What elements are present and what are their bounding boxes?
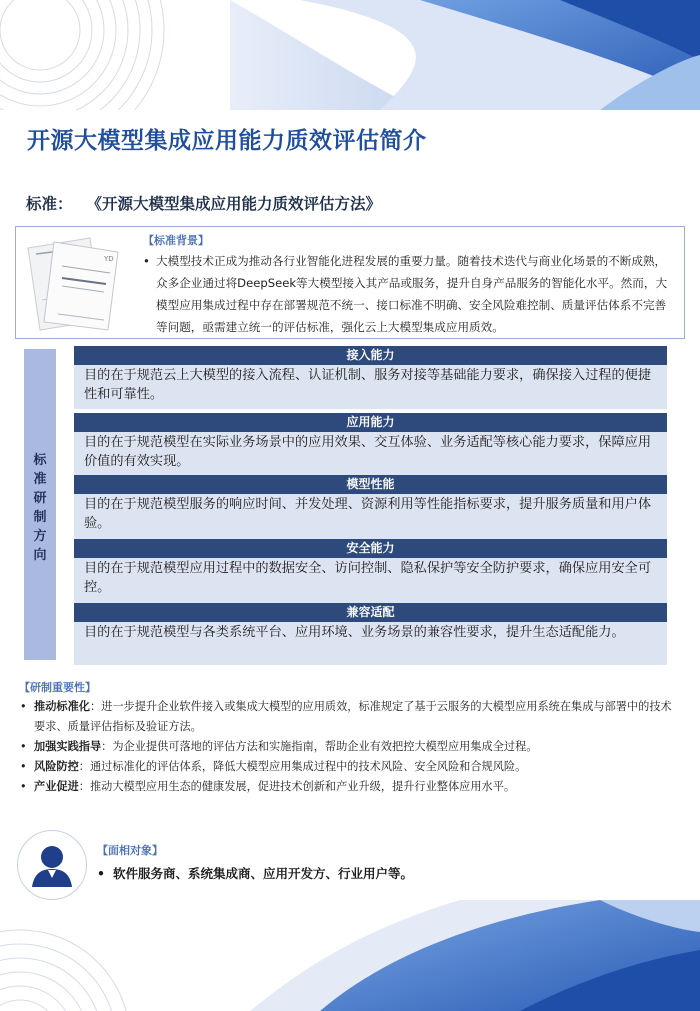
- standard-document-image: [20, 230, 130, 334]
- background-text: 大模型技术正成为推动各行业智能化进程发展的重要力量。随着技术迭代与商业化场景的不断成熟，众多企业通过将DeepSeek等大模型接入其产品或服务，提升自身产品服务的智能化水平。然而，大模型应用集成过程中存在部署规范不统一、接口标准不明确、安全风险难控制、质量评估体系不完善等问题，亟需建立统一的评估标准，强化云上大模型集成应用质效。: [156, 254, 668, 334]
- audience-avatar: [17, 830, 87, 900]
- user-icon: [18, 831, 86, 899]
- list-item: [20, 777, 680, 797]
- item-key: 产业促进: [34, 780, 79, 793]
- direction-text: 目的在于规范模型在实际业务场景中的应用效果、交互体验、业务适配等核心能力要求，保障应用价值的有效实现。: [74, 432, 667, 476]
- bullet-icon: •: [20, 760, 27, 773]
- item-key: 风险防控: [34, 760, 79, 773]
- item-key: 推动标准化: [34, 700, 90, 713]
- direction-title: 应用能力: [74, 413, 667, 432]
- page-title: 开源大模型集成应用能力质效评估简介: [27, 128, 427, 154]
- direction-card-application: [74, 413, 667, 476]
- side-label-char: 制: [33, 510, 47, 525]
- direction-card-compatibility: [74, 603, 667, 665]
- svg-text:YD: YD: [104, 255, 114, 263]
- side-label-char: 研: [33, 491, 47, 506]
- bullet-icon: •: [20, 780, 27, 793]
- standard-name: 《开源大模型集成应用能力质效评估方法》: [86, 195, 382, 213]
- item-key: 加强实践指导: [34, 740, 102, 753]
- item-text: ：推动大模型应用生态的健康发展，促进技术创新和产业升级，提升行业整体应用水平。: [78, 780, 516, 793]
- side-label-char: 准: [33, 472, 47, 487]
- direction-title: 安全能力: [74, 539, 667, 558]
- side-label-char: 向: [33, 548, 47, 563]
- direction-text: 目的在于规范模型服务的响应时间、并发处理、资源利用等性能指标要求，提升服务质量和用户体验。: [74, 494, 667, 540]
- direction-title: 接入能力: [74, 346, 667, 365]
- bottom-decoration: [0, 900, 700, 1011]
- importance-list: [20, 697, 680, 797]
- item-text: ：进一步提升企业软件接入或集成大模型的应用质效，标准规定了基于云服务的大模型应用系统在集成与部署中的技术要求、质量评估指标及验证方法。: [34, 700, 672, 733]
- background-heading: 【标准背景】: [143, 234, 209, 247]
- list-item: [20, 737, 680, 757]
- background-paragraph: [143, 250, 676, 338]
- bullet-icon: •: [20, 700, 27, 713]
- list-item: [20, 697, 680, 737]
- item-text: ：通过标准化的评估体系，降低大模型应用集成过程中的技术风险、安全风险和合规风险。: [78, 760, 527, 773]
- direction-card-performance: [74, 475, 667, 540]
- audience-text: 软件服务商、系统集成商、应用开发方、行业用户等。: [113, 866, 414, 881]
- side-label-char: 方: [33, 529, 47, 544]
- audience-heading: 【面相对象】: [97, 844, 163, 857]
- side-label-char: 标: [33, 453, 47, 468]
- direction-side-label: [24, 451, 56, 565]
- direction-card-security: [74, 539, 667, 604]
- direction-card-access: [74, 346, 667, 409]
- item-text: ：为企业提供可落地的评估方法和实施指南，帮助企业有效把控大模型应用集成全过程。: [101, 740, 538, 753]
- direction-text: 目的在于规范云上大模型的接入流程、认证机制、服务对接等基础能力要求，确保接入过程的便捷性和可靠性。: [74, 365, 667, 409]
- importance-heading: 【研制重要性】: [19, 681, 96, 694]
- direction-title: 兼容适配: [74, 603, 667, 622]
- direction-title: 模型性能: [74, 475, 667, 494]
- direction-text: 目的在于规范模型与各类系统平台、应用环境、业务场景的兼容性要求，提升生态适配能力。: [74, 622, 667, 665]
- direction-text: 目的在于规范模型应用过程中的数据安全、访问控制、隐私保护等安全防护要求，确保应用安全可控。: [74, 558, 667, 604]
- bullet-icon: •: [143, 254, 150, 268]
- bullet-icon: •: [97, 866, 105, 881]
- bullet-icon: •: [20, 740, 27, 753]
- top-decoration: [0, 0, 700, 110]
- standard-line: [26, 192, 381, 214]
- audience-line: [97, 864, 413, 882]
- standard-label: 标准：: [26, 195, 73, 213]
- list-item: [20, 757, 680, 777]
